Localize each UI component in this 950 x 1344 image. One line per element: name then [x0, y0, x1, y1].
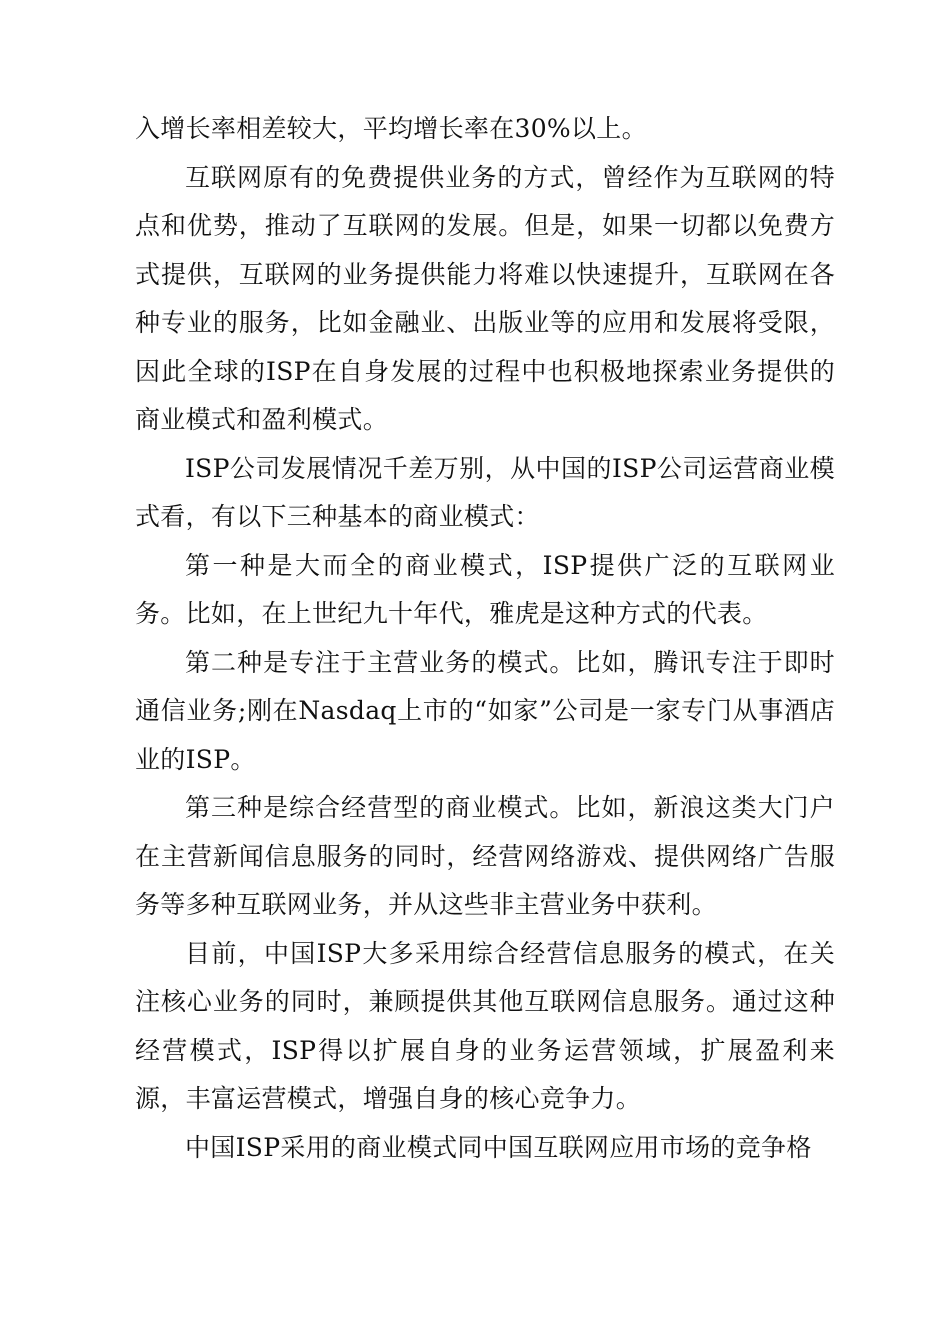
paragraph-2: 互联网原有的免费提供业务的方式，曾经作为互联网的特点和优势，推动了互联网的发展。但是，如果一切都以免费方式提供，互联网的业务提供能力将难以快速提升，互联网在各种专业的服务，比如金融业、出版业等的应用和发展将受限，因此全球的ISP在自身发展的过程中也积极地探索业务提供的商业模式和盈利模式。 — [135, 162, 835, 434]
paragraph-4: 第一种是大而全的商业模式，ISP提供广泛的互联网业务。比如，在上世纪九十年代，雅虎是这种方式的代表。 — [135, 550, 835, 628]
paragraph-5: 第二种是专注于主营业务的模式。比如，腾讯专注于即时通信业务;刚在Nasdaq上市的“如家”公司是一家专门从事酒店业的ISP。 — [135, 647, 835, 774]
paragraph-3: ISP公司发展情况千差万别，从中国的ISP公司运营商业模式看，有以下三种基本的商业模式： — [135, 453, 835, 531]
paragraph-1: 入增长率相差较大，平均增长率在30%以上。 — [135, 114, 647, 143]
paragraph-6: 第三种是综合经营型的商业模式。比如，新浪这类大门户在主营新闻信息服务的同时，经营网络游戏、提供网络广告服务等多种互联网业务，并从这些非主营业务中获利。 — [135, 793, 835, 919]
document-body — [135, 105, 835, 1172]
paragraph-7: 目前，中国ISP大多采用综合经营信息服务的模式，在关注核心业务的同时，兼顾提供其他互联网信息服务。通过这种经营模式，ISP得以扩展自身的业务运营领域，扩展盈利来源，丰富运营模式，增强自身的核心竞争力。 — [135, 938, 835, 1113]
paragraph-8: 中国ISP采用的商业模式同中国互联网应用市场的竞争格 — [185, 1132, 812, 1162]
